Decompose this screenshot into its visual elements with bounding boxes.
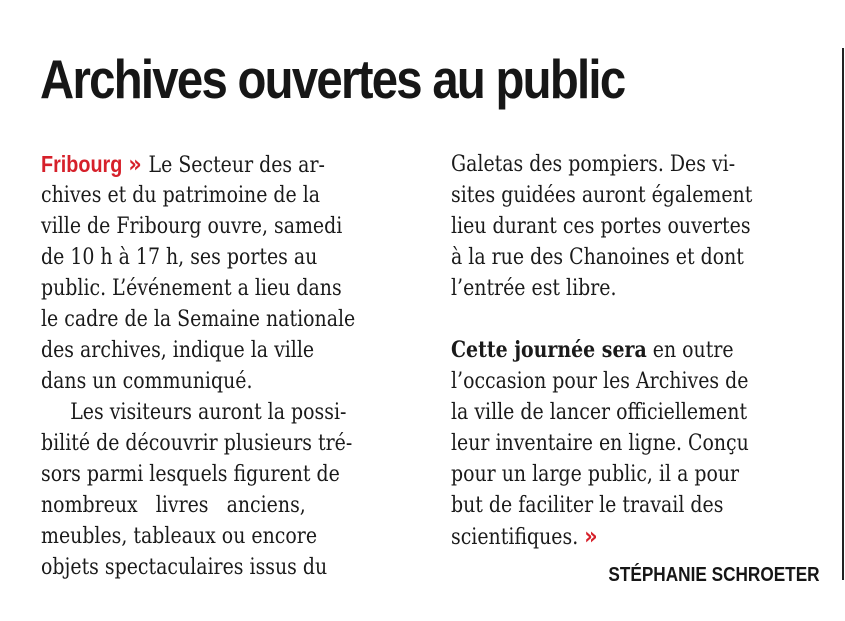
article-line: [41, 149, 355, 180]
article-line: public. L’événement a lieu dans: [41, 276, 342, 301]
headline: Archives ouvertes au public: [40, 48, 625, 110]
article-line: objets spectaculaires issus du: [41, 555, 328, 580]
kicker-location: Fribourg: [41, 151, 123, 177]
article-text: en outre: [646, 338, 734, 363]
column-edge-rule: [842, 48, 844, 580]
article-text: Le Secteur des ar-: [148, 153, 325, 178]
article-line: chives et du patrimoine de la: [41, 183, 321, 208]
article-line: des archives, indique la ville: [41, 338, 315, 363]
article-line: meubles, tableaux ou encore: [41, 524, 318, 549]
article-line: la ville de lancer officiellement: [451, 400, 748, 425]
article-line: but de faciliter le travail des: [451, 493, 724, 518]
article-line: le cadre de la Semaine nationale: [41, 307, 356, 332]
article-line: de 10 h à 17 h, ses portes au: [41, 245, 318, 270]
article-line: nombreux livres anciens,: [41, 493, 306, 518]
article-line: pour un large public, il a pour: [451, 462, 740, 487]
article-line: [451, 521, 752, 552]
chevron-icon: »: [128, 150, 140, 178]
end-chevron-icon: »: [584, 522, 596, 550]
lead-in-bold: Cette journée sera: [451, 337, 647, 363]
article-line: sors parmi lesquels figurent de: [41, 462, 340, 487]
article-line: lieu durant ces portes ouvertes: [451, 214, 751, 239]
article-line: [451, 335, 752, 366]
article-text: scientifiques.: [451, 525, 579, 550]
article-line: Les visiteurs auront la possi-: [70, 400, 347, 425]
article-line: leur inventaire en ligne. Conçu: [451, 431, 749, 456]
article-line: bilité de découvrir plusieurs tré-: [41, 431, 353, 456]
article-line: Galetas des pompiers. Des vi-: [451, 152, 736, 177]
article-line: ville de Fribourg ouvre, samedi: [41, 214, 343, 239]
article-column-left: [41, 149, 406, 583]
article-column-right: [451, 149, 801, 552]
paragraph-gap: [451, 304, 801, 335]
author-byline: STÉPHANIE SCHROETER: [608, 564, 820, 586]
article-line: l’entrée est libre.: [451, 276, 617, 301]
article-line: l’occasion pour les Archives de: [451, 369, 749, 394]
article-line: à la rue des Chanoines et dont: [451, 245, 744, 270]
article-line: dans un communiqué.: [41, 369, 253, 394]
article-line: sites guidées auront également: [451, 183, 753, 208]
